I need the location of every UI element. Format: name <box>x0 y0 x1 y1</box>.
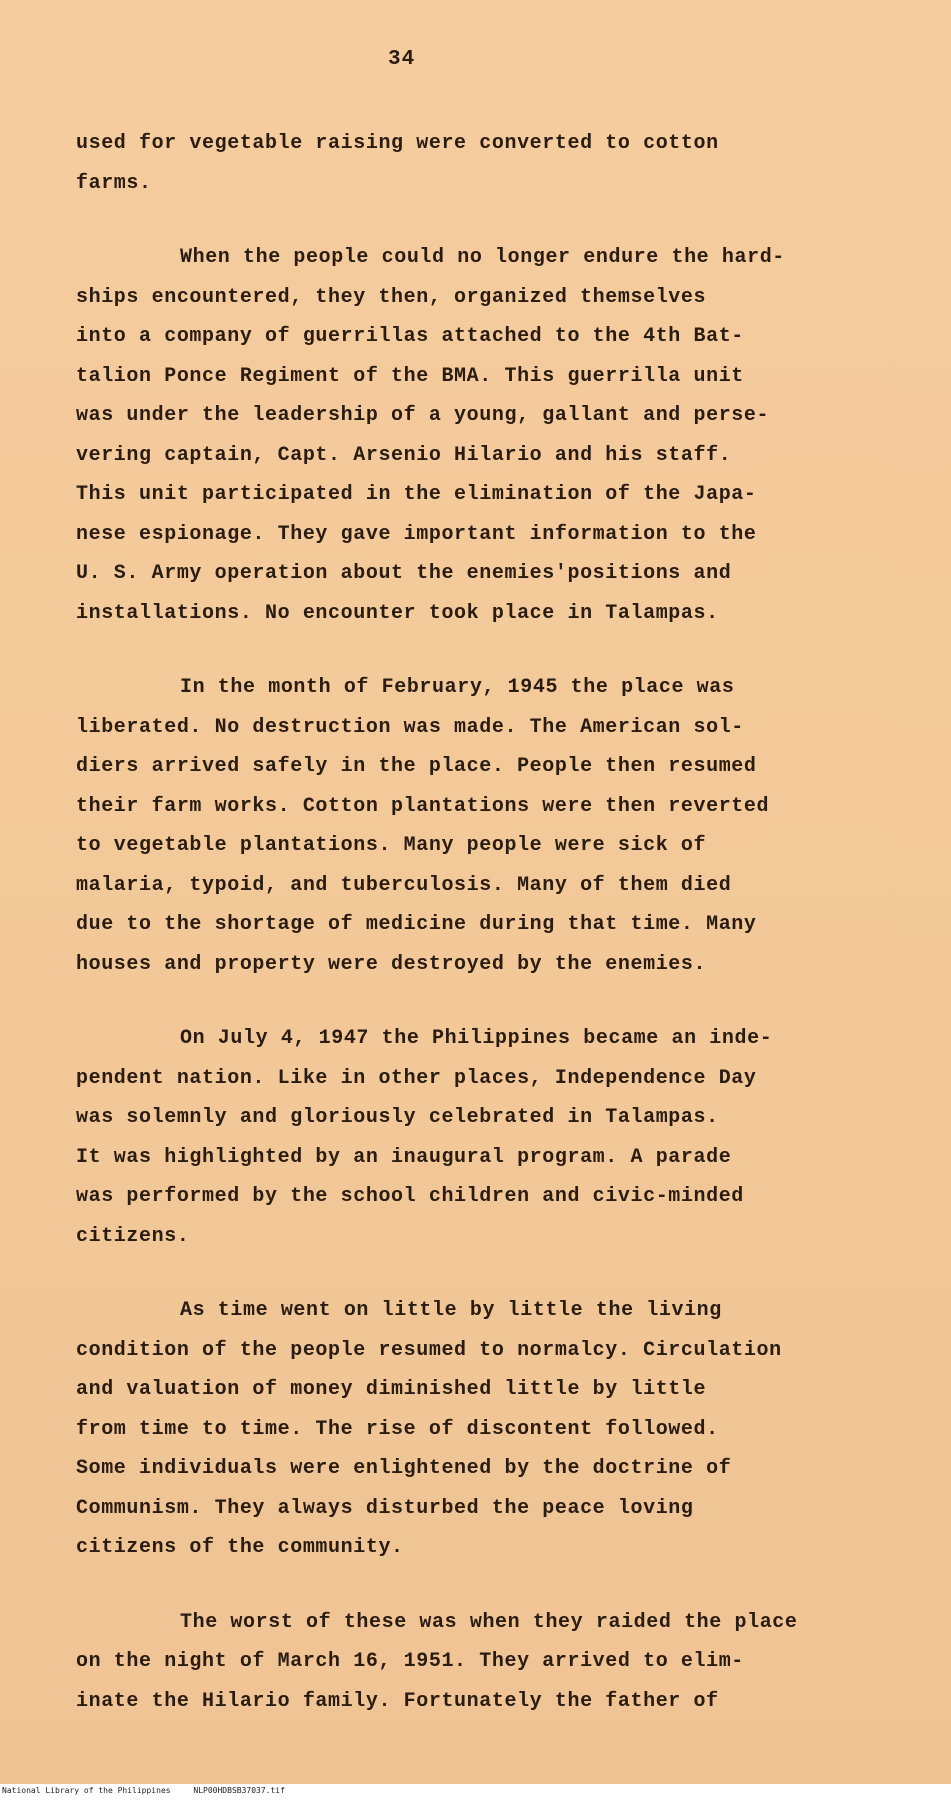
text-line: citizens. <box>76 1224 190 1248</box>
text-line: The worst of these was when they raided the place <box>180 1610 798 1634</box>
text-line: It was highlighted by an inaugural program. A parade <box>76 1145 732 1169</box>
footer-institution: National Library of the Philippines <box>2 1786 171 1795</box>
text-line: On July 4, 1947 the Philippines became an inde- <box>180 1027 773 1050</box>
text-line: inate the Hilario family. Fortunately the father of <box>76 1689 719 1713</box>
text-line: ships encountered, they then, organized themselves <box>76 285 707 309</box>
text-line: In the month of February, 1945 the place was <box>180 676 735 699</box>
paragraph <box>76 1603 881 1722</box>
body-text <box>76 124 881 1756</box>
text-line: their farm works. Cotton plantations were then reverted <box>76 794 770 818</box>
text-line: vering captain, Capt. Arsenio Hilario and his staff. <box>76 443 732 467</box>
text-line: malaria, typoid, and tuberculosis. Many of them died <box>76 873 732 897</box>
text-line: houses and property were destroyed by the enemies. <box>76 952 707 976</box>
scan-footer <box>2 1786 303 1795</box>
text-line: was solemnly and gloriously celebrated in Talampas. <box>76 1106 719 1129</box>
text-line: Some individuals were enlightened by the doctrine of <box>76 1457 732 1480</box>
text-line: due to the shortage of medicine during that time. Many <box>76 913 757 936</box>
paragraph <box>76 1019 881 1256</box>
text-line: on the night of March 16, 1951. They arrived to elim- <box>76 1650 744 1673</box>
text-line: As time went on little by little the living <box>180 1299 722 1322</box>
paragraph <box>76 1291 881 1568</box>
text-line: U. S. Army operation about the enemies'positions and <box>76 562 732 585</box>
text-line: talion Ponce Regiment of the BMA. This guerrilla unit <box>76 364 744 388</box>
paragraph <box>76 124 881 203</box>
text-line: from time to time. The rise of discontent followed. <box>76 1417 719 1441</box>
paragraph <box>76 238 881 633</box>
text-line: Communism. They always disturbed the peace loving <box>76 1496 694 1520</box>
text-line: When the people could no longer endure the hard- <box>180 246 785 269</box>
text-line: installations. No encounter took place in Talampas. <box>76 601 719 625</box>
text-line: into a company of guerrillas attached to the 4th Bat- <box>76 325 744 348</box>
text-line: condition of the people resumed to normalcy. Circulation <box>76 1338 782 1362</box>
footer-file-id: NLP00HDBSB37037.tif <box>193 1786 285 1795</box>
text-line: farms. <box>76 171 152 195</box>
text-line: used for vegetable raising were converted to cotton <box>76 132 719 155</box>
text-line: to vegetable plantations. Many people were sick of <box>76 834 707 857</box>
text-line: diers arrived safely in the place. People then resumed <box>76 755 757 778</box>
text-line: nese espionage. They gave important information to the <box>76 522 757 546</box>
text-line: was under the leadership of a young, gallant and perse- <box>76 404 770 427</box>
text-line: liberated. No destruction was made. The American sol- <box>76 715 744 739</box>
text-line: pendent nation. Like in other places, Independence Day <box>76 1066 757 1090</box>
paragraph <box>76 668 881 984</box>
text-line: citizens of the community. <box>76 1536 404 1559</box>
text-line: and valuation of money diminished little by little <box>76 1378 707 1401</box>
page-number: 34 <box>388 48 416 71</box>
text-line: This unit participated in the elimination of the Japa- <box>76 483 757 506</box>
text-line: was performed by the school children and civic-minded <box>76 1185 744 1208</box>
